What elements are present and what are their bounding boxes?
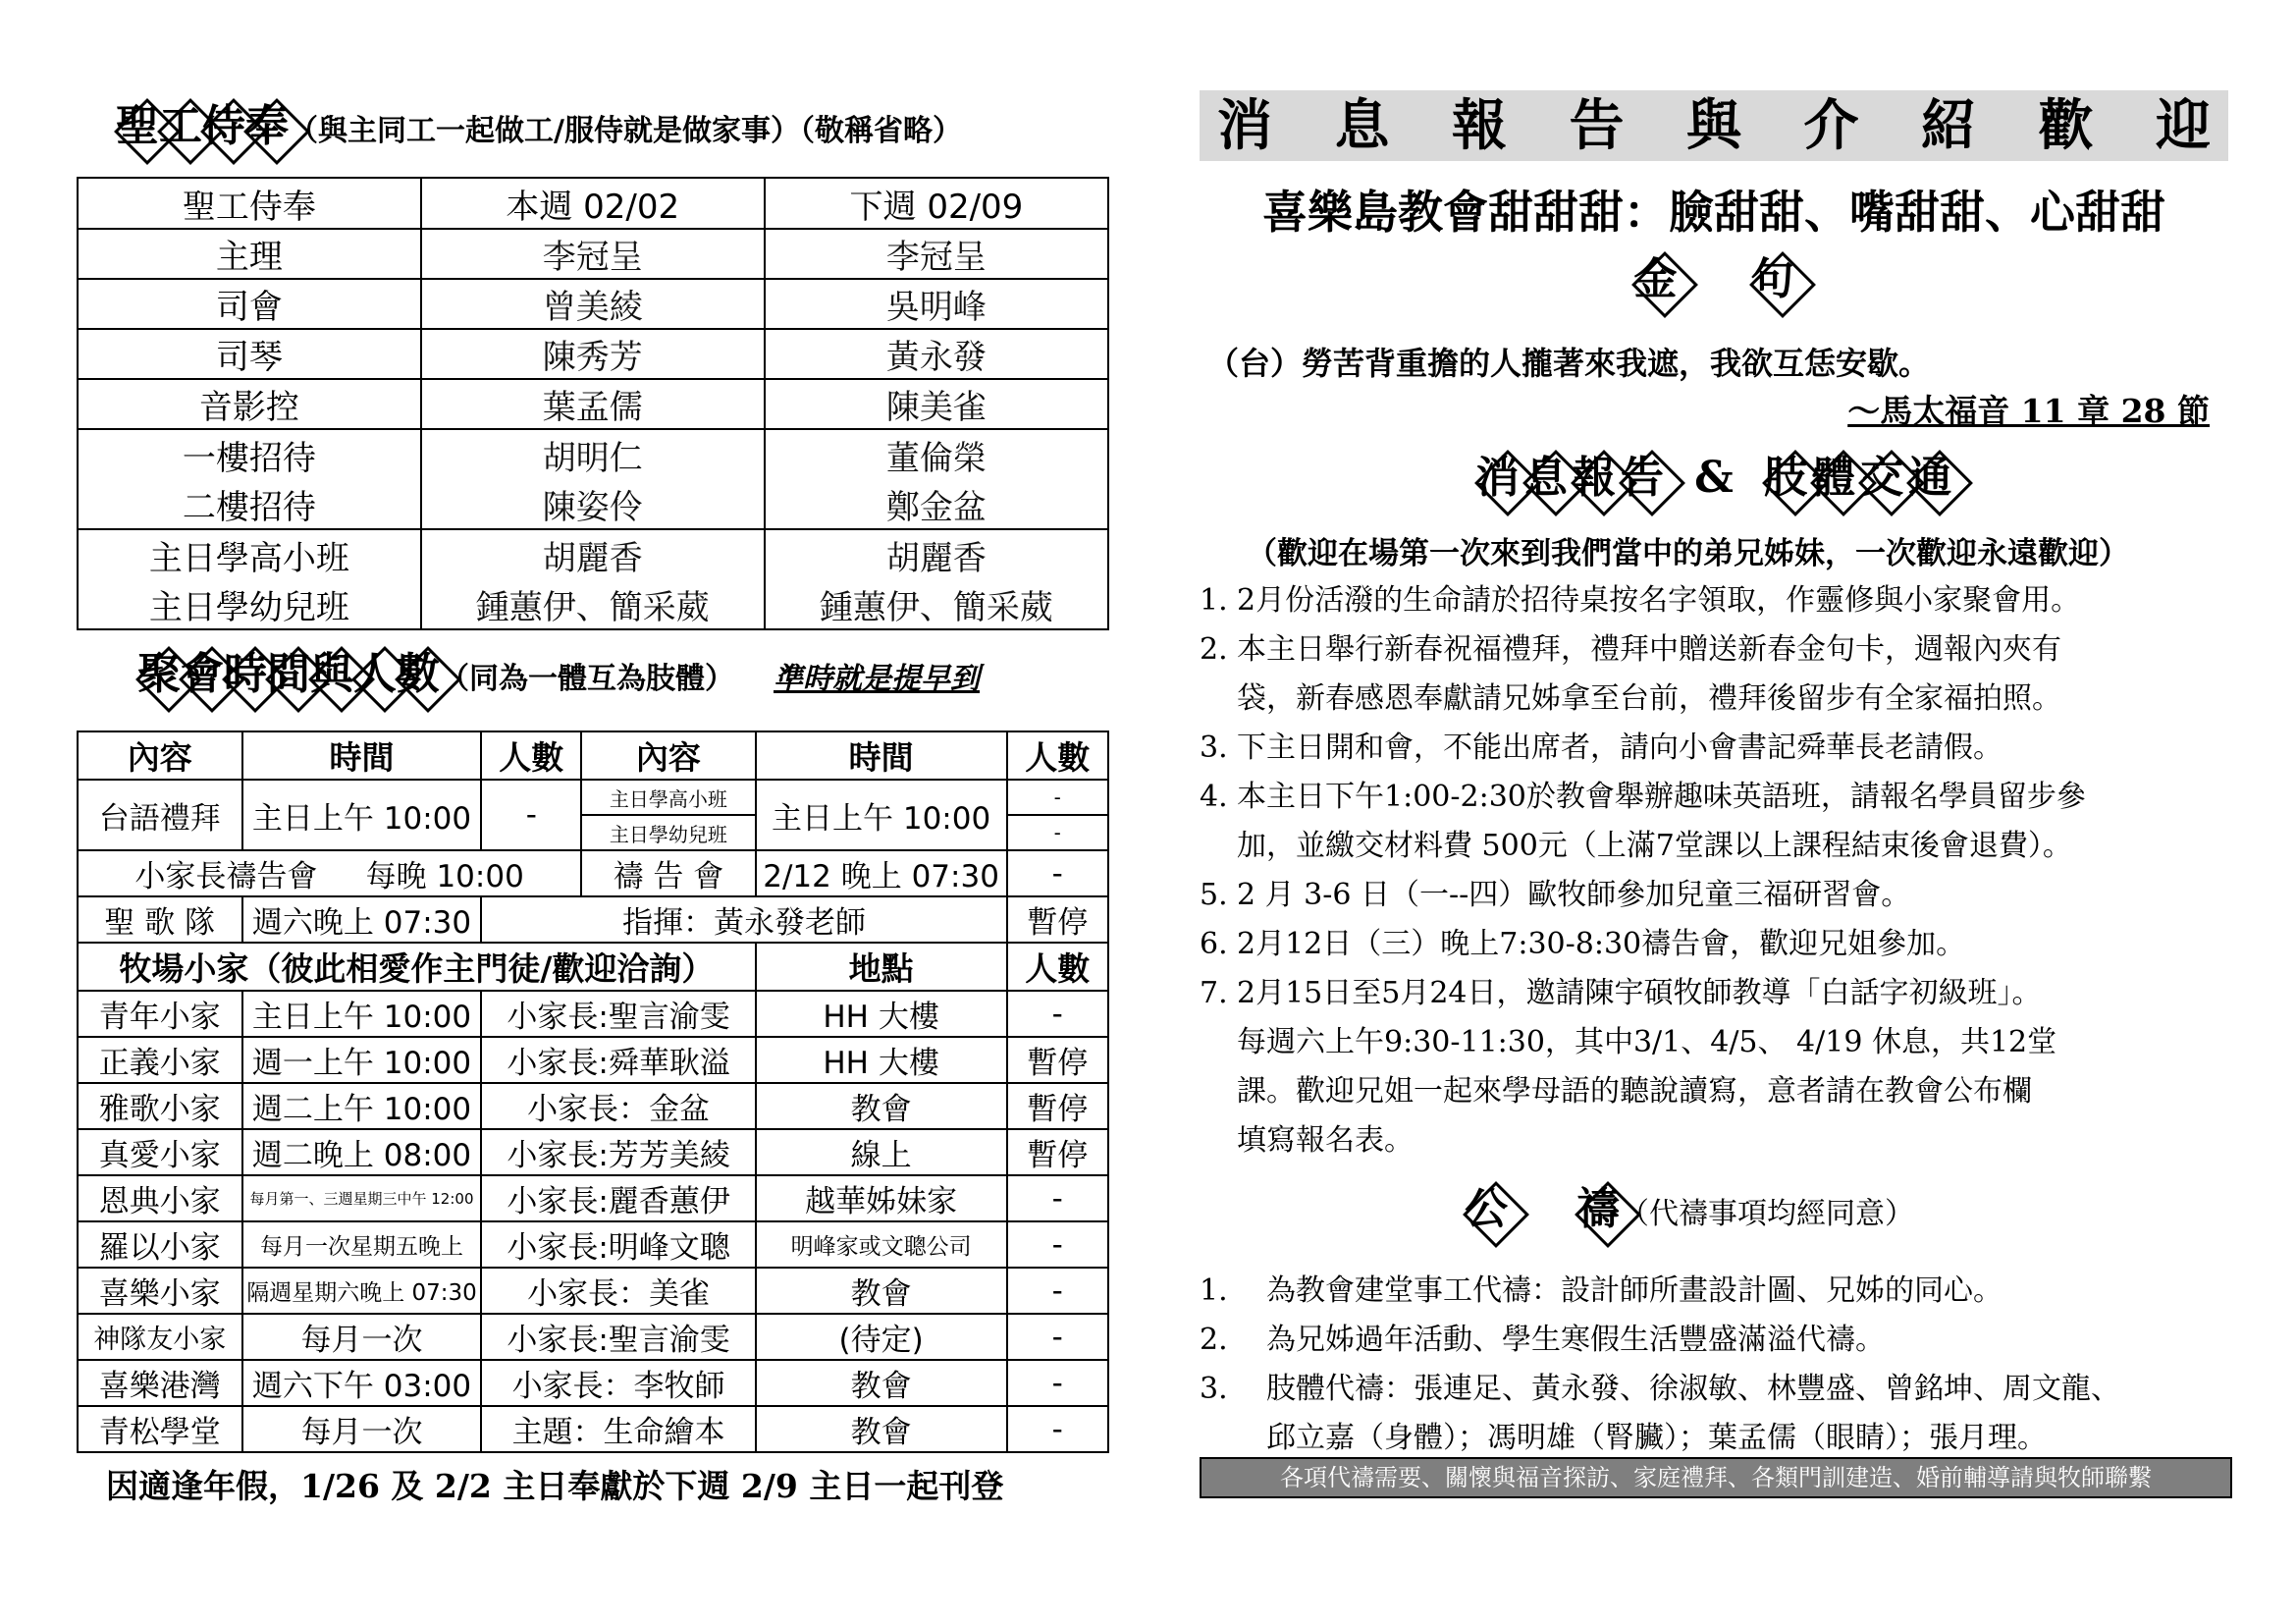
group-row: 青松學堂 每月一次 主題：生命繪本 教會 - (78, 1406, 1108, 1452)
group-row: 羅以小家 每月一次星期五晚上 小家長:明峰文聰 明峰家或文聰公司 - (78, 1221, 1108, 1268)
group-row: 青年小家 主日上午 10:00 小家長:聖言渝雯 HH 大樓 - (78, 991, 1108, 1037)
news-item: 7. 2月15日至5月24日，邀請陳宇碩牧師教導「白話字初級班」。 (1200, 976, 2042, 1010)
news-title-char: 消 (1476, 442, 1520, 505)
banner-char: 報 (1452, 93, 1507, 158)
meetings-header: 時間 (242, 731, 482, 780)
prayer-item: 3. 肢體代禱：張連足、黃永發、徐淑敏、林豐盛、曾銘坤、周文龍、 (1200, 1372, 2120, 1406)
news-title-char: 體 (1812, 442, 1855, 505)
meetings-header: 內容 (78, 731, 242, 780)
meetings-subtitle: （同為一體互為肢體） (440, 662, 734, 696)
prayer-meeting-name: 禱 告 會 (581, 850, 756, 896)
prayer-item: 1. 為教會建堂事工代禱：設計師所畫設計圖、兄姊的同心。 (1200, 1273, 2002, 1308)
serving-row: 音影控 葉孟儒 陳美雀 (78, 379, 1108, 429)
news-item: 課。歡迎兄姐一起來學母語的聽說讀寫，意者請在教會公布欄 (1237, 1074, 2032, 1109)
welcome-text: （歡迎在場第一次來到我們當中的弟兄姊妹，一次歡迎永遠歡迎） (1247, 536, 2129, 571)
pastor-contact-bar: 各項代禱需要、關懷與福音探訪、家庭禮拜、各類門訓建造、婚前輔導請與牧師聯繫 (1200, 1457, 2232, 1498)
prayer-note: （代禱事項均經同意） (1620, 1197, 1914, 1231)
news-title-char: 息 (1524, 442, 1568, 505)
group-row: 神隊友小家 每月一次 小家長:聖言渝雯 (待定) - (78, 1314, 1108, 1360)
sunday-school-senior-count: - (1007, 780, 1109, 815)
sunday-school-junior-count: - (1007, 815, 1109, 850)
serving-row: 司會 曾美綾 吳明峰 (78, 279, 1108, 329)
news-title-char: 肢 (1764, 442, 1807, 505)
meetings-title-char: 聚 (137, 638, 181, 701)
golden-char: 句 (1751, 244, 1794, 306)
meetings-motto: 準時就是提早到 (774, 662, 980, 696)
prayer-title (1465, 1173, 1914, 1236)
taiyu-count: - (481, 780, 581, 850)
news-title-char: 通 (1908, 442, 1951, 505)
news-item: 1. 2月份活潑的生命請於招待桌按名字領取，作靈修與小家聚會用。 (1200, 583, 2081, 618)
offering-notice: 因適逢年假，1/26 及 2/2 主日奉獻於下週 2/9 主日一起刊登 (106, 1467, 1004, 1505)
leaders-prayer: 小家長禱告會 每晚 10:00 (78, 850, 581, 896)
choir-leader: 指揮：黃永發老師 (481, 896, 1006, 943)
prayer-item: 2. 為兄姊過年活動、學生寒假生活豐盛滿溢代禱。 (1200, 1323, 1885, 1357)
pray-char: 公 (1465, 1173, 1508, 1236)
golden-char: 金 (1633, 244, 1677, 306)
news-item: 填寫報名表。 (1237, 1123, 1414, 1158)
news-title-char: 告 (1621, 442, 1664, 505)
prayer-meeting-time: 2/12 晚上 07:30 (756, 850, 1007, 896)
group-row: 正義小家 週一上午 10:00 小家長:舜華耿溢 HH 大樓 暫停 (78, 1037, 1108, 1083)
meetings-header: 人數 (481, 731, 581, 780)
groups-header-place: 地點 (756, 943, 1007, 991)
banner-char: 紹 (1921, 93, 1976, 158)
banner-char: 告 (1569, 93, 1625, 158)
news-item: 4. 本主日下午1:00-2:30於教會舉辦趣味英語班，請報名學員留步參 (1200, 780, 2086, 814)
group-row: 喜樂港灣 週六下午 03:00 小家長：李牧師 教會 - (78, 1360, 1108, 1406)
news-item: 2. 本主日舉行新春祝福禮拜，禮拜中贈送新春金句卡，週報內夾有 (1200, 632, 2061, 667)
news-title-amp: & (1694, 453, 1734, 503)
serving-title-char: 工 (159, 90, 202, 153)
meetings-header: 時間 (756, 731, 1007, 780)
news-item: 5. 2 月 3-6 日（一--四）歐牧師參加兒童三福研習會。 (1200, 878, 1911, 912)
news-item: 加，並繳交材料費 500元（上滿7堂課以上課程結束後會退費）。 (1237, 829, 2072, 863)
banner-char: 消 (1217, 93, 1272, 158)
sunday-school-junior: 主日學幼兒班 (581, 815, 756, 850)
meetings-table (77, 731, 1109, 1453)
banner-char: 介 (1803, 93, 1859, 158)
pray-char: 禱 (1576, 1173, 1620, 1236)
serving-title-char: 聖 (116, 90, 159, 153)
serving-row: 二樓招待 陳姿伶 鄭金盆 (78, 479, 1108, 529)
prayer-meeting-count: - (1007, 850, 1109, 896)
meetings-title-char: 人 (353, 638, 397, 701)
golden-verse-title (1200, 244, 2228, 306)
news-item: 3. 下主日開和會，不能出席者，請向小會書記舜華長老請假。 (1200, 731, 2002, 765)
serving-row: 主日學高小班 胡麗香 胡麗香 (78, 529, 1108, 579)
serving-row: 一樓招待 胡明仁 董倫榮 (78, 429, 1108, 479)
banner-char: 息 (1334, 93, 1390, 158)
serving-title-char: 侍 (202, 90, 245, 153)
news-title (1200, 442, 2228, 505)
group-row: 真愛小家 週二晚上 08:00 小家長:芳芳美綾 線上 暫停 (78, 1129, 1108, 1175)
meetings-header: 人數 (1007, 731, 1109, 780)
news-item: 每週六上午9:30-11:30，其中3/1、4/5、 4/19 休息，共12堂 (1237, 1025, 2057, 1059)
serving-header: 聖工侍奉 (78, 178, 421, 229)
meetings-title-char: 會 (181, 638, 224, 701)
group-row: 恩典小家 每月第一、三週星期三中午 12:00 小家長:麗香蕙伊 越華姊妹家 - (78, 1175, 1108, 1221)
news-title-char: 報 (1573, 442, 1616, 505)
taiyu-time: 主日上午 10:00 (242, 780, 482, 850)
serving-row: 主日學幼兒班 鍾蕙伊、簡采葳 鍾蕙伊、簡采葳 (78, 579, 1108, 629)
choir-time: 週六晚上 07:30 (242, 896, 482, 943)
banner-char: 迎 (2156, 93, 2211, 158)
choir-name: 聖 歌 隊 (78, 896, 242, 943)
golden-verse: （台）勞苦背重擔的人攏著來我遮，我欲互恁安歇。 (1207, 345, 1931, 382)
groups-header-count: 人數 (1007, 943, 1109, 991)
prayer-list (1200, 1267, 2240, 1463)
serving-subtitle: （與主同工一起做工/服侍就是做家事）（敬稱省略） (289, 114, 962, 148)
sunday-school-time: 主日上午 10:00 (756, 780, 1007, 850)
news-item: 袋，新春感恩奉獻請兄姊拿至台前，禮拜後留步有全家福拍照。 (1237, 681, 2061, 716)
serving-title-char: 奉 (245, 90, 289, 153)
serving-row: 主理 李冠呈 李冠呈 (78, 229, 1108, 279)
choir-status: 暫停 (1007, 896, 1109, 943)
prayer-item: 邱立嘉（身體）；馮明雄（腎臟）；葉孟儒（眼睛）；張月理。 (1266, 1421, 2047, 1455)
banner-char: 歡 (2038, 93, 2094, 158)
group-row: 雅歌小家 週二上午 10:00 小家長：金盆 教會 暫停 (78, 1083, 1108, 1129)
news-item: 6. 2月12日（三）晚上7:30-8:30禱告會，歡迎兄姐參加。 (1200, 927, 1966, 961)
serving-row: 司琴 陳秀芳 黃永發 (78, 329, 1108, 379)
news-banner (1200, 90, 2228, 161)
sunday-school-senior: 主日學高小班 (581, 780, 756, 815)
meetings-title-char: 間 (267, 638, 310, 701)
serving-header: 本週 02/02 (421, 178, 765, 229)
serving-header: 下週 02/09 (765, 178, 1108, 229)
serving-title (116, 90, 962, 153)
meetings-header: 內容 (581, 731, 756, 780)
group-row: 喜樂小家 隔週星期六晚上 07:30 小家長：美雀 教會 - (78, 1268, 1108, 1314)
verse-reference: ～馬太福音 11 章 28 節 (1847, 392, 2210, 430)
meetings-title-char: 與 (310, 638, 353, 701)
taiyu-name: 台語禮拜 (78, 780, 242, 850)
meetings-title-char: 時 (224, 638, 267, 701)
meetings-title-char: 數 (397, 638, 440, 701)
serving-table (77, 177, 1109, 630)
news-list (1200, 576, 2240, 1165)
news-title-char: 交 (1860, 442, 1903, 505)
church-motto: 喜樂島教會甜甜甜：臉甜甜、嘴甜甜、心甜甜 (1262, 186, 2165, 239)
meetings-title (137, 638, 980, 701)
groups-header: 牧場小家（彼此相愛作主門徒/歡迎洽詢） (78, 943, 756, 991)
banner-char: 與 (1686, 93, 1741, 158)
